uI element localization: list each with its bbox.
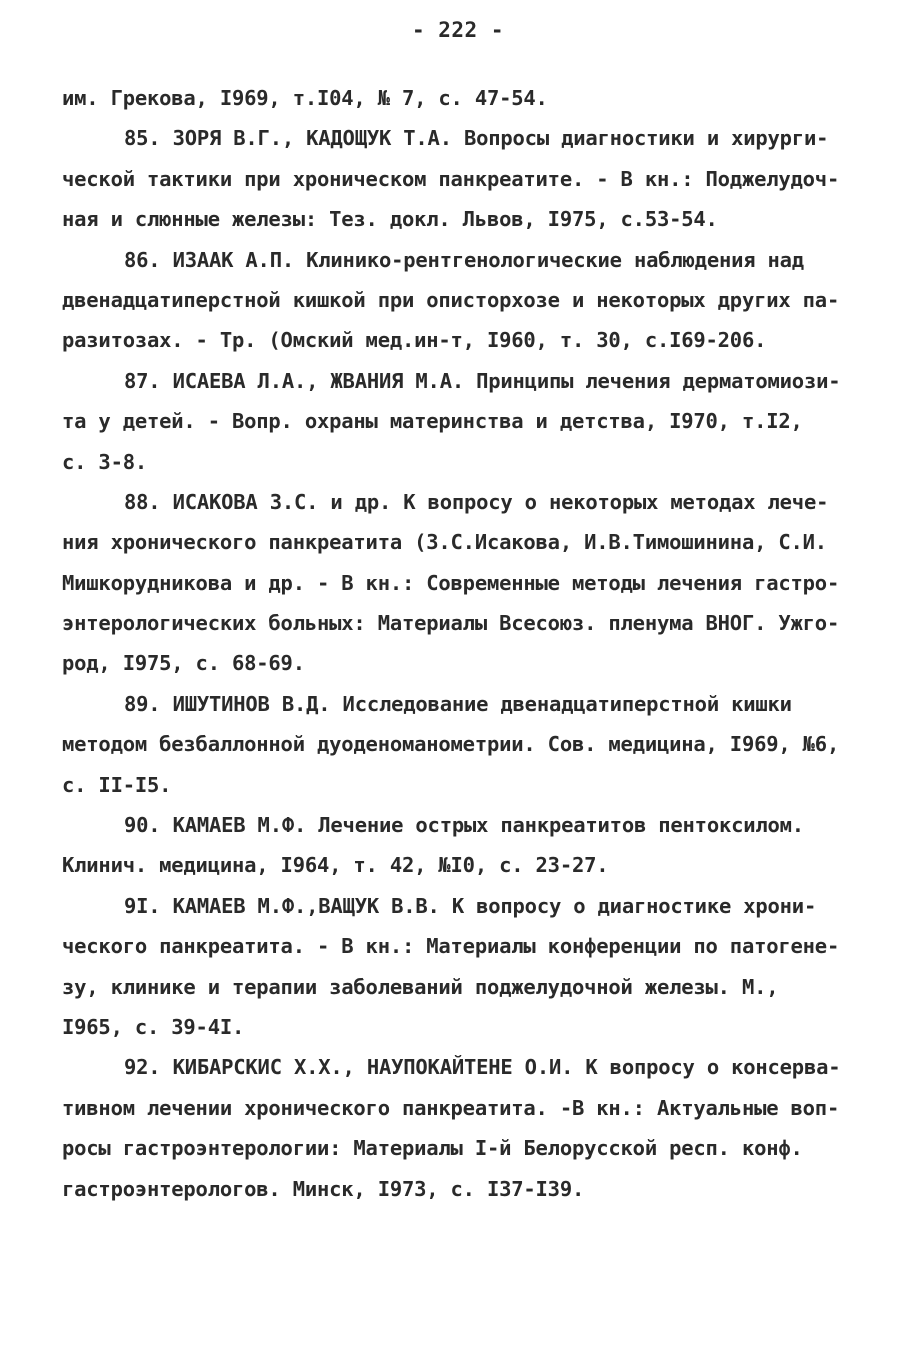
text-line: им. Грекова, I969, т.I04, № 7, с. 47-54.	[62, 86, 548, 110]
text-line: 87. ИСАЕВА Л.А., ЖВАНИЯ М.А. Принципы лечения дерматомиози-	[124, 368, 841, 393]
text-line: энтерологических больных: Материалы Всесоюз. пленума ВНОГ. Ужго-	[62, 611, 840, 636]
text-line: с. II-I5.	[62, 772, 172, 797]
text-line: 90. КАМАЕВ М.Ф. Лечение острых панкреатитов пентоксилом.	[124, 813, 804, 838]
text-line: ческой тактики при хроническом панкреатите. - В кн.: Поджелудоч-	[62, 166, 840, 191]
text-line: разитозах. - Тр. (Омский мед.ин-т, I960, т. 30, с.I69-206.	[62, 328, 767, 353]
text-line: тивном лечении хронического панкреатита. -В кн.: Актуальные воп-	[62, 1095, 840, 1120]
text-line: методом безбаллонной дуоденоманометрии. Сов. медицина, I969, №6,	[62, 732, 840, 757]
text-line: I965, с. 39-4I.	[62, 1014, 245, 1039]
text-line: 89. ИШУТИНОВ В.Д. Исследование двенадцатиперстной кишки	[124, 691, 792, 716]
text-line: двенадцатиперстной кишкой при описторхозе и некоторых других па-	[62, 287, 840, 312]
text-line: зу, клинике и терапии заболеваний поджелудочной железы. М.,	[62, 974, 779, 999]
text-line: 86. ИЗААК А.П. Клинико-рентгенологические наблюдения над	[124, 247, 804, 272]
bibliography-text	[62, 78, 852, 1209]
text-line: с. 3-8.	[62, 449, 147, 474]
text-line: 85. ЗОРЯ В.Г., КАДОЩУК Т.А. Вопросы диагностики и хирурги-	[124, 126, 829, 151]
text-line: 88. ИСАКОВА З.С. и др. К вопросу о некоторых методах лече-	[124, 489, 829, 514]
text-line: 92. КИБАРСКИС Х.Х., НАУПОКАЙТЕНЕ О.И. К вопросу о консерва-	[124, 1055, 841, 1080]
text-line: гастроэнтерологов. Минск, I973, с. I37-I39.	[62, 1176, 585, 1201]
text-line: та у детей. - Вопр. охраны материнства и детства, I970, т.I2,	[62, 409, 803, 434]
text-line: 9I. КАМАЕВ М.Ф.,ВАЩУК В.В. К вопросу о диагностике хрони-	[124, 893, 817, 918]
page-number: - 222 -	[411, 18, 504, 42]
text-line: ния хронического панкреатита (З.С.Исакова, И.В.Тимошинина, С.И.	[62, 530, 827, 555]
text-line: Мишкорудникова и др. - В кн.: Современные методы лечения гастро-	[62, 570, 840, 595]
text-line: Клинич. медицина, I964, т. 42, №I0, с. 23-27.	[62, 853, 609, 878]
text-line: род, I975, с. 68-69.	[62, 651, 305, 676]
text-line: ческого панкреатита. - В кн.: Материалы конференции по патогене-	[62, 934, 840, 959]
text-line: ная и слюнные железы: Тез. докл. Львов, I975, с.53-54.	[62, 207, 718, 232]
text-line: росы гастроэнтерологии: Материалы I-й Белорусской респ. конф.	[62, 1136, 803, 1161]
